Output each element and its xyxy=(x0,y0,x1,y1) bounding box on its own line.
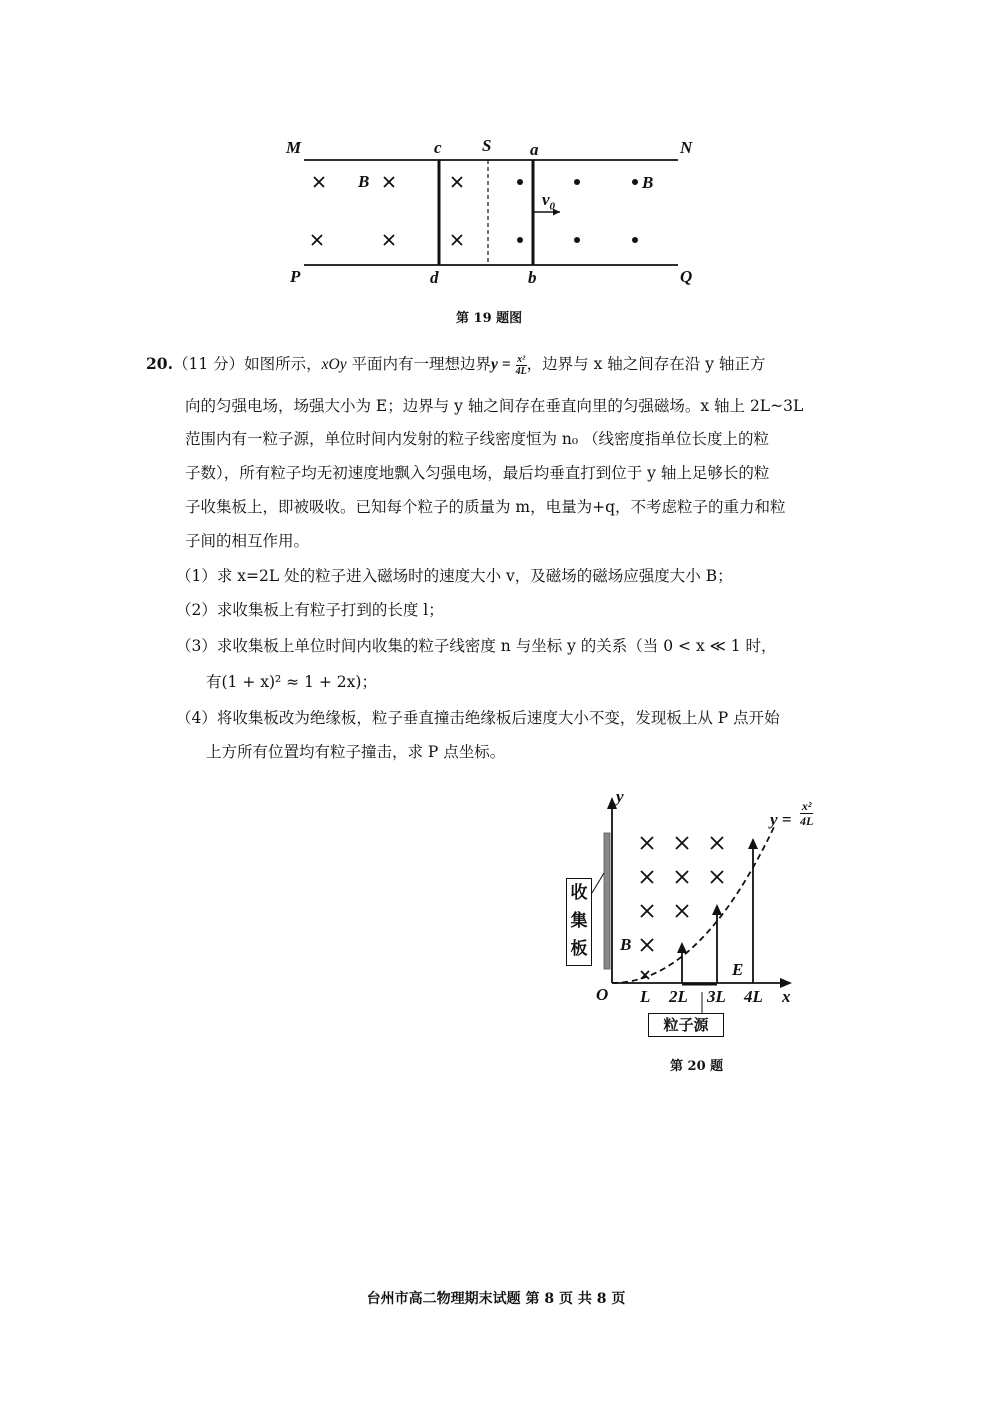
label-B-right: B xyxy=(642,173,654,192)
label-S: S xyxy=(482,136,492,155)
q20-line-3: 范围内有一粒子源，单位时间内发射的粒子线密度恒为 n₀ （线密度指单位长度上的粒 xyxy=(185,430,770,448)
q20-line-5: 子收集板上，即被吸收。已知每个粒子的质量为 m，电量为+q，不考虑粒子的重力和粒 xyxy=(185,498,786,516)
label-c: c xyxy=(434,138,442,157)
q20-line-2: 向的匀强电场，场强大小为 E；边界与 y 轴之间存在垂直向里的匀强磁场。x 轴上 2L~3L xyxy=(185,397,804,415)
label-M: M xyxy=(286,138,302,157)
tick-3L: 3L xyxy=(707,987,726,1006)
tick-4L: 4L xyxy=(744,987,763,1006)
figure-19-caption: 第 19 题图 xyxy=(456,311,523,326)
label-Q: Q xyxy=(680,267,693,286)
q20-sub-1: （1）求 x=2L 处的粒子进入磁场时的速度大小 v，及磁场的磁场应强度大小 B； xyxy=(176,567,733,585)
figure-19 xyxy=(270,130,710,290)
label-a: a xyxy=(530,140,539,159)
figure-20-caption: 第 20 题 xyxy=(670,1059,724,1074)
E-label: E xyxy=(732,960,744,979)
q20-sub-4b: 上方所有位置均有粒子撞击，求 P 点坐标。 xyxy=(206,743,506,761)
q20-sub-3a: （3）求收集板上单位时间内收集的粒子线密度 n 与坐标 y 的关系（当 0 < x ≪ 1 时， xyxy=(176,637,777,655)
page-footer: 台州市高二物理期末试题 第 8 页 共 8 页 xyxy=(366,1291,626,1307)
label-B-left: B xyxy=(358,172,370,191)
q20-line-1: 20.（11 分）如图所示，xOy 平面内有一理想边界y = $\frac{\text{x²}}{4L}$ ，边界与 x 轴之间存在沿 y 轴正方 xyxy=(146,353,766,377)
q20-line-6: 子间的相互作用。 xyxy=(185,532,310,550)
x-axis-label: x xyxy=(782,987,791,1006)
label-P: P xyxy=(290,267,301,286)
tick-2L: 2L xyxy=(669,987,688,1006)
origin-label: O xyxy=(596,985,609,1004)
q20-line-4: 子数），所有粒子均无初速度地飘入匀强电场，最后均垂直打到位于 y 轴上足够长的粒 xyxy=(185,464,770,482)
figure-20 xyxy=(560,785,850,1045)
boundary-fraction: $\frac{\text{x²}}{4L}$ xyxy=(515,353,527,377)
label-b: b xyxy=(528,268,537,287)
source-label: 粒子源 xyxy=(648,1013,724,1037)
q20-number: 20. xyxy=(146,354,173,373)
q20-sub-2: （2）求收集板上有粒子打到的长度 l； xyxy=(176,601,444,619)
label-v0: $v_0$ xyxy=(542,190,556,213)
B-label: B xyxy=(620,935,632,954)
y-axis-label: y xyxy=(616,787,624,806)
label-d: d xyxy=(430,268,439,287)
q20-sub-3b: 有(1 + x)² ≈ 1 + 2x)； xyxy=(206,673,377,691)
tick-L: L xyxy=(640,987,651,1006)
q20-sub-4a: （4）将收集板改为绝缘板，粒子垂直撞击绝缘板后速度大小不变，发现板上从 P 点开始 xyxy=(176,709,780,727)
label-N: N xyxy=(680,138,693,157)
curve-label: y = xyxy=(770,810,792,829)
q20-score: （11 分） xyxy=(172,355,245,373)
collector-label: 收 集 板 xyxy=(566,878,592,966)
curve-fraction: $\frac{\text{x²}}{4L}$ xyxy=(800,799,814,828)
